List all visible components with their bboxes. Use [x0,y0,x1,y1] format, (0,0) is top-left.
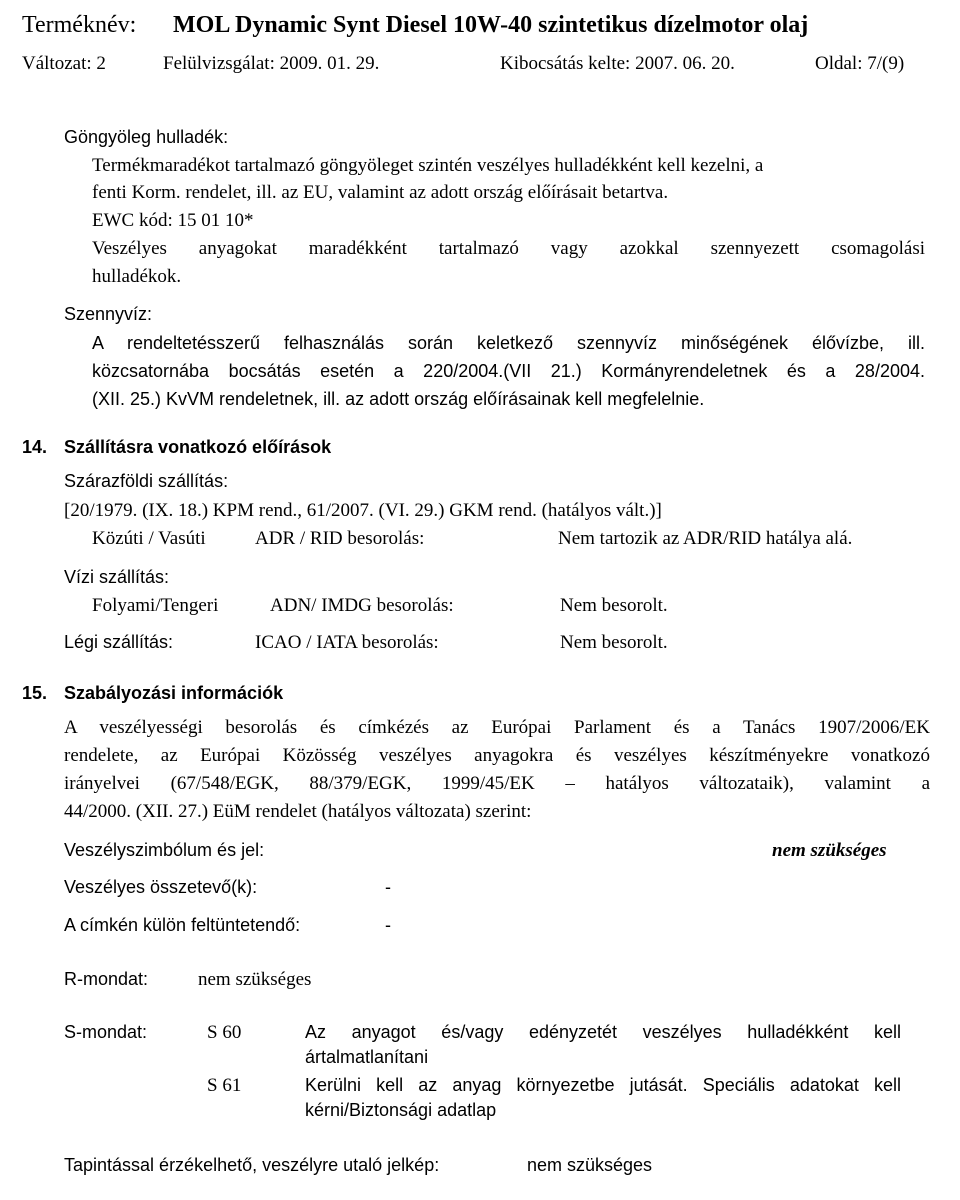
water-transport-title: Vízi szállítás: [64,567,170,587]
land-transport-title: Szárazföldi szállítás: [64,471,229,491]
hazardous-components-value: - [385,877,391,897]
page-number: Oldal: 7/(9) [815,53,905,74]
s-phrase-text: kérni/Biztonsági adatlap [305,1100,497,1120]
wastewater-line: A rendeltetésszerű felhasználás során keletkező szennyvíz minőségének élővízbe, ill. [92,333,925,353]
regulatory-intro-line: 44/2000. (XII. 27.) EüM rendelet (hatályos változata) szerint: [64,801,532,822]
s-phrase-text: ártalmatlanítani [305,1047,429,1067]
road-rail-label: Közúti / Vasúti [92,528,206,549]
regulatory-intro-line: rendelete, az Európai Közösség veszélyes anyagokra és veszélyes készítményekre vonatkozó [64,745,930,766]
adr-rid-classification-label: ADR / RID besorolás: [255,528,425,549]
tactile-warning-label: Tapintással érzékelhető, veszélyre utaló jelkép: [64,1155,440,1175]
issue-date: Kibocsátás kelte: 2007. 06. 20. [500,53,735,74]
air-transport-label: Légi szállítás: [64,632,174,652]
regulatory-intro-line: A veszélyességi besorolás és címkézés az Európai Parlament és a Tanács 1907/2006/EK [64,717,930,738]
ewc-code: EWC kód: 15 01 10* [92,210,254,231]
label-note-label: A címkén külön feltüntetendő: [64,915,301,935]
r-phrase-value: nem szükséges [198,969,312,990]
icao-iata-classification-label: ICAO / IATA besorolás: [255,632,439,653]
revision-date: Felülvizsgálat: 2009. 01. 29. [163,53,380,74]
wastewater-line: közcsatornába bocsátás esetén a 220/2004.(VII 21.) Kormányrendeletnek és a 28/2004. [92,361,925,381]
product-name: MOL Dynamic Synt Diesel 10W-40 szintetikus dízelmotor olaj [173,12,809,38]
label-note-value: - [385,915,391,935]
product-label: Terméknév: [22,12,137,38]
ewc-description: Veszélyes anyagokat maradékként tartalmazó vagy azokkal szennyezett csomagolási [92,238,925,259]
packaging-waste-title: Göngyöleg hulladék: [64,127,229,147]
packaging-waste-line: Termékmaradékot tartalmazó göngyöleget szintén veszélyes hulladékként kell kezelni, a [92,155,764,176]
section-number: 15. [22,683,48,703]
s-phrase-text: Kerülni kell az anyag környezetbe jutását. Speciális adatokat kell [305,1075,901,1095]
hazardous-components-label: Veszélyes összetevő(k): [64,877,258,897]
tactile-warning-value: nem szükséges [527,1155,653,1175]
s-phrase-code: S 61 [207,1075,242,1096]
river-sea-label: Folyami/Tengeri [92,595,219,616]
regulatory-intro-line: irányelvei (67/548/EGK, 88/379/EGK, 1999/45/EK – hatályos változataik), valamint a [64,773,930,794]
hazard-symbol-label: Veszélyszimbólum és jel: [64,840,265,860]
ewc-description: hulladékok. [92,266,182,287]
s-phrase-text: Az anyagot és/vagy edényzetét veszélyes hulladékként kell [305,1022,901,1042]
section-title: Szabályozási információk [64,683,284,703]
s-phrase-label: S-mondat: [64,1022,148,1042]
adr-rid-classification-value: Nem tartozik az ADR/RID hatálya alá. [558,528,853,549]
r-phrase-label: R-mondat: [64,969,149,989]
wastewater-line: (XII. 25.) KvVM rendeletnek, ill. az adott ország előírásainak kell megfelelnie. [92,389,705,409]
adn-imdg-classification-label: ADN/ IMDG besorolás: [270,595,454,616]
s-phrase-code: S 60 [207,1022,242,1043]
adn-imdg-classification-value: Nem besorolt. [560,595,668,616]
land-transport-regulations: [20/1979. (IX. 18.) KPM rend., 61/2007. (VI. 29.) GKM rend. (hatályos vált.)] [64,500,662,521]
section-number: 14. [22,437,48,457]
wastewater-title: Szennyvíz: [64,304,153,324]
hazard-symbol-value: nem szükséges [772,840,887,861]
packaging-waste-line: fenti Korm. rendelet, ill. az EU, valamint az adott ország előírásait betartva. [92,182,669,203]
version: Változat: 2 [22,53,106,74]
icao-iata-classification-value: Nem besorolt. [560,632,668,653]
section-title: Szállításra vonatkozó előírások [64,437,332,457]
